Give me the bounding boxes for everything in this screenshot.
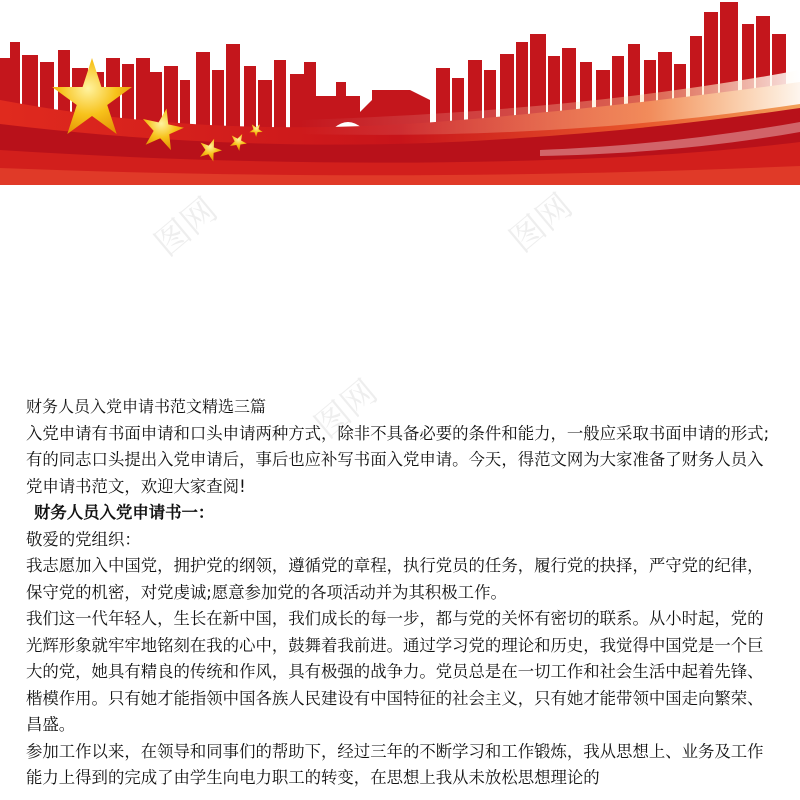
body-paragraph: 我们这一代年轻人，生长在新中国，我们成长的每一步，都与党的关怀有密切的联系。从小时起，党的光辉形象就牢牢地铭刻在我的心中，鼓舞着我前进。通过学习党的理论和历史，我觉得中国党是一个巨大的党，她具有精良的传统和作风，具有极强的战争力。党员总是在一切工作和社会生活中起着先锋、楷模作用。只有她才能指领中国各族人民建设有中国特征的社会主义，只有她才能带领中国走向繁荣、昌盛。 xyxy=(26,609,764,734)
header-banner xyxy=(0,0,800,185)
salutation: 敬爱的党组织： xyxy=(26,529,141,549)
document-title: 财务人员入党申请书范文精选三篇 xyxy=(26,397,267,416)
document-body xyxy=(26,394,778,792)
watermark: 图网 xyxy=(147,190,226,265)
body-paragraph: 参加工作以来，在领导和同事们的帮助下，经过三年的不断学习和工作锻炼，我从思想上、业务及工作能力上得到的完成了由学生向电力职工的转变，在思想上我从未放松思想理论的 xyxy=(26,741,764,787)
intro-paragraph: 入党申请有书面申请和口头申请两种方式，除非不具备必要的条件和能力，一般应采取书面申请的形式;有的同志口头提出入党申请后，事后也应补写书面入党申请。今天，得范文网为大家准备了财务人员入党申请书范文，欢迎大家查阅! xyxy=(26,423,770,496)
body-paragraph: 我志愿加入中国党，拥护党的纲领，遵循党的章程，执行党员的任务，履行党的抉择，严守党的纪律，保守党的机密，对党虔诚;愿意参加党的各项活动并为其积极工作。 xyxy=(26,556,764,602)
watermark: 图网 xyxy=(307,372,386,447)
watermark: 图网 xyxy=(502,186,581,261)
section-heading: 财务人员入党申请书一： xyxy=(34,503,215,522)
